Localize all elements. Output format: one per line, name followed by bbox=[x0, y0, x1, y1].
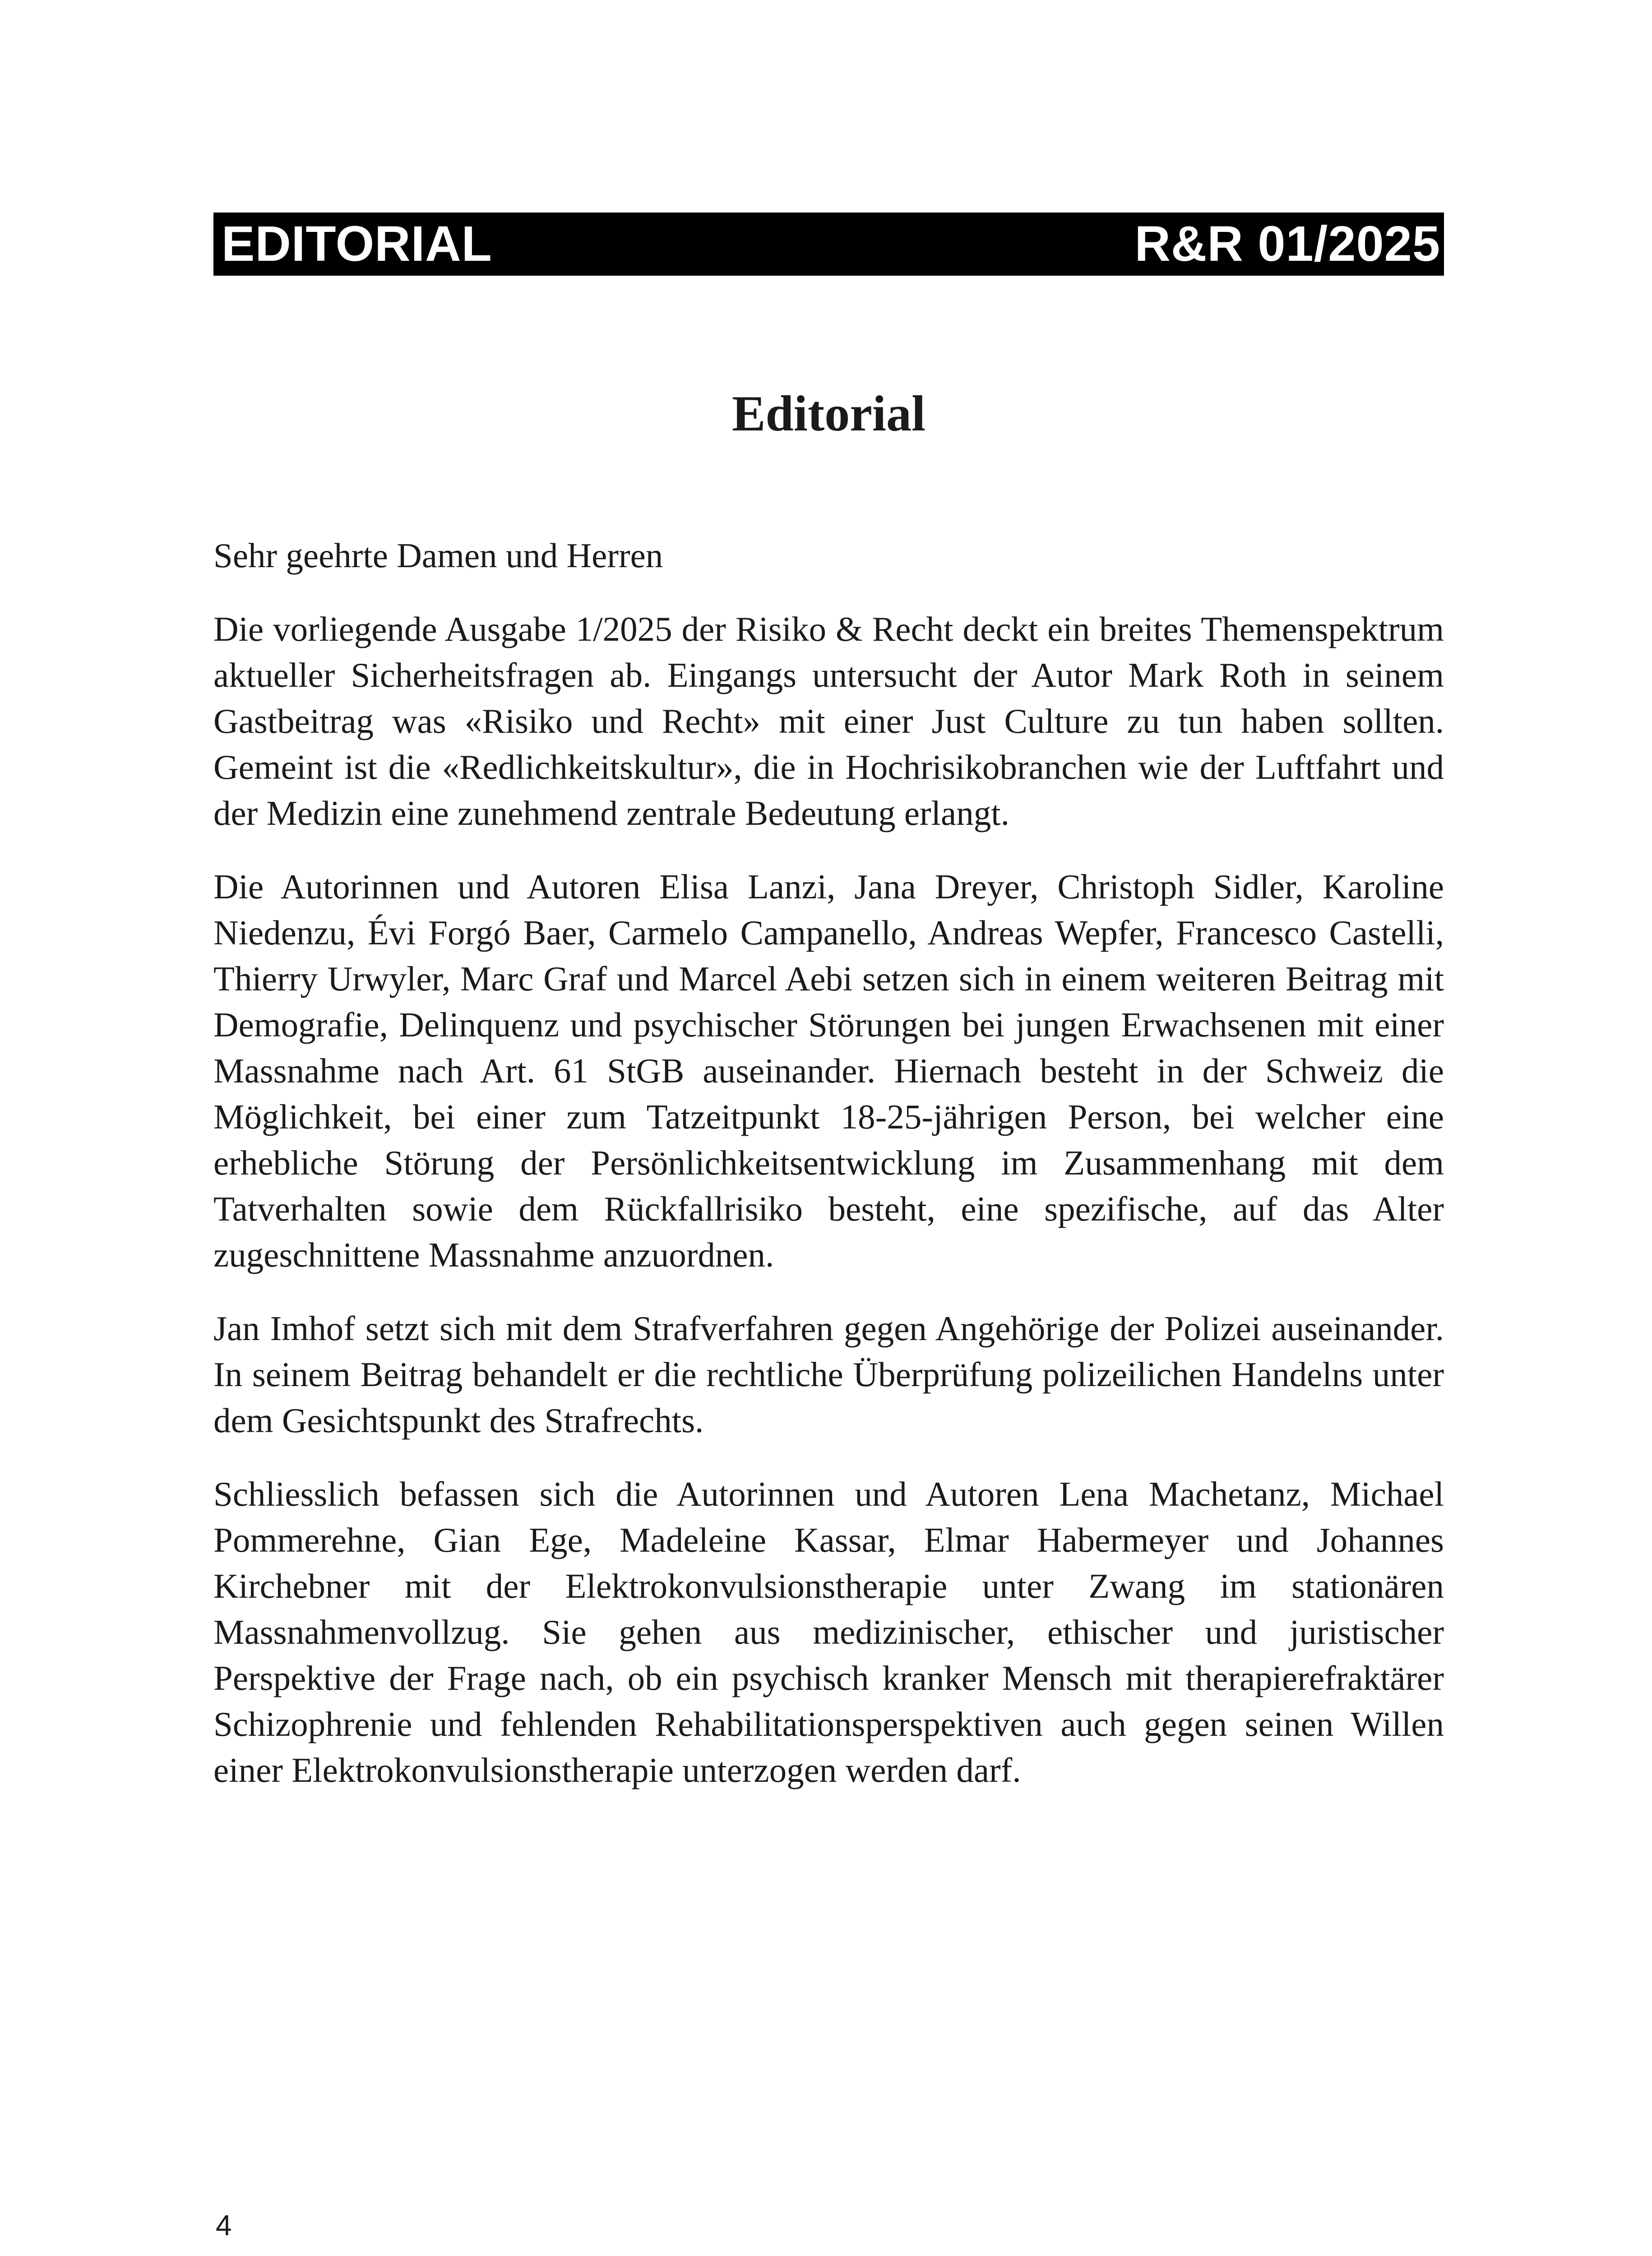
salutation: Sehr geehrte Damen und Herren bbox=[213, 536, 663, 575]
section-label: EDITORIAL bbox=[222, 216, 492, 272]
page-title: Editorial bbox=[731, 386, 926, 442]
paragraph-intro: Die vorliegende Ausgabe 1/2025 der Risiko & Recht deckt ein breites Themenspektrum aktueller Sicherheitsfragen ab. Eingangs untersucht der Autor Mark Roth in seinem Gastbeitrag was «Risiko und Recht» mit einer Just Culture zu tun haben sollten. Gemeint ist die «Redlichkeitskultur», die in Hochrisikobranchen wie der Luftfahrt und der Medizin eine zunehmend zentrale Bedeutung erlangt. bbox=[213, 610, 1444, 832]
running-header bbox=[213, 213, 1444, 276]
paragraph-police: Jan Imhof setzt sich mit dem Strafverfahren gegen Angehörige der Polizei auseinander. In seinem Beitrag behandelt er die rechtliche Überprüfung polizeilichen Handelns unter dem Gesichtspunkt des Strafrechts. bbox=[213, 1309, 1444, 1440]
paragraph-ect: Schliesslich befassen sich die Autorinnen und Autoren Lena Machetanz, Michael Pommerehne, Gian Ege, Madeleine Kassar, Elmar Habermeyer und Johannes Kirchebner mit der Elektrokonvulsionstherapie unter Zwang im stationären Massnahmenvollzug. Sie gehen aus medizinischer, ethischer und juristischer Perspektive der Frage nach, ob ein psychisch kranker Mensch mit therapierefraktärer Schizophrenie und fehlenden Rehabilitationsperspektiven auch gegen seinen Willen einer Elektrokonvulsionstherapie unterzogen werden darf. bbox=[213, 1475, 1444, 1789]
paragraph-young-adults: Die Autorinnen und Autoren Elisa Lanzi, Jana Dreyer, Christoph Sidler, Karoline Niedenzu, Évi Forgó Baer, Carmelo Campanello, Andreas Wepfer, Francesco Castelli, Thierry Urwyler, Marc Graf und Marcel Aebi setzen sich in einem weiteren Beitrag mit Demografie, Delinquenz und psychischer Störungen bei jungen Erwachsenen mit einer Massnahme nach Art. 61 StGB auseinander. Hiernach besteht in der Schweiz die Möglichkeit, bei einer zum Tatzeitpunkt 18-25-jährigen Person, bei welcher eine erhebliche Störung der Persönlichkeitsentwicklung im Zusammenhang mit dem Tatverhalten sowie dem Rückfallrisiko besteht, eine spezifische, auf das Alter zugeschnittene Massnahme anzuordnen. bbox=[213, 867, 1444, 1274]
issue-label: R&R 01/2025 bbox=[1134, 216, 1440, 272]
editorial-body bbox=[213, 532, 1444, 1821]
page-number: 4 bbox=[216, 2209, 232, 2242]
